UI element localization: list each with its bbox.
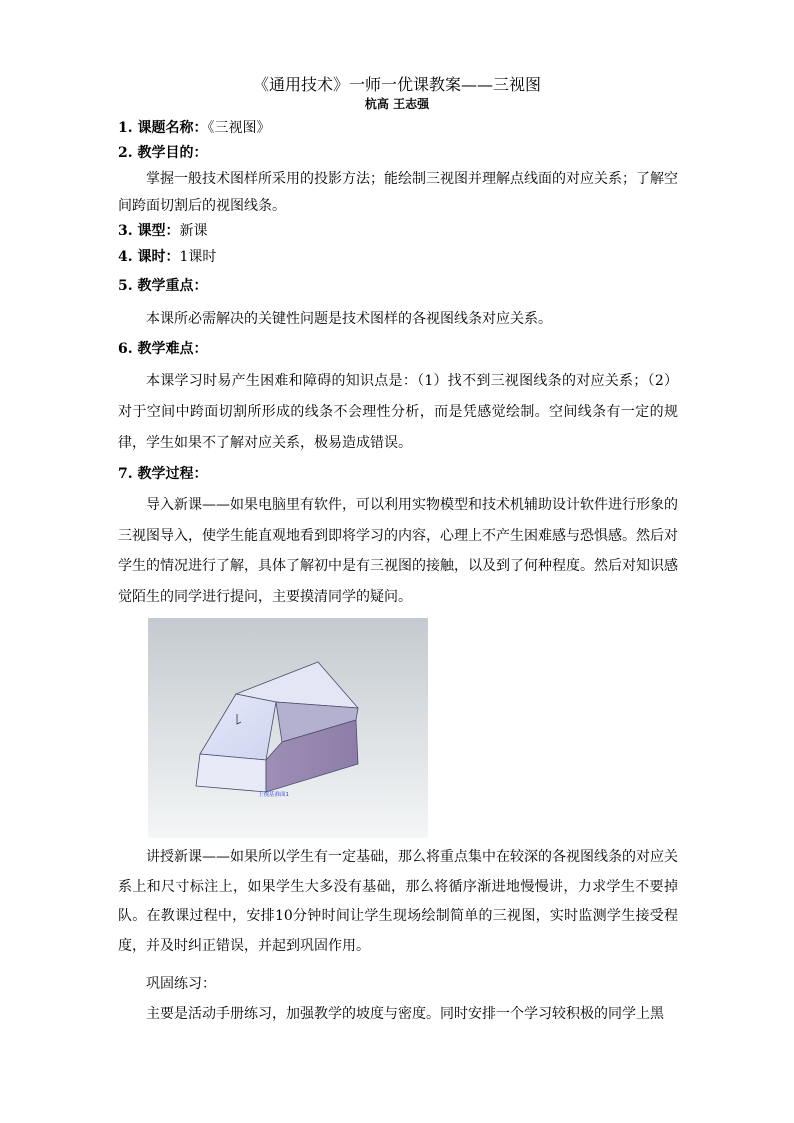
item-hours-label: 4. 课时： — [118, 249, 180, 265]
item-key-point — [118, 276, 678, 296]
cad-model-figure — [148, 618, 428, 838]
item-type-value: 新课 — [179, 223, 208, 239]
item-topic-value: 《三视图》 — [207, 120, 271, 136]
item-topic — [118, 118, 678, 138]
practice-title: 巩固练习： — [146, 976, 216, 992]
item-type-label: 3. 课型： — [118, 223, 180, 239]
item-purpose — [118, 143, 678, 163]
teach-paragraph: 讲授新课——如果所以学生有一定基础，那么将重点集中在较深的各视图线条的对应关系上和尺寸标注上，如果学生大多没有基础，那么将循序渐进地慢慢讲，力求学生不要掉队。在教课过程中，安排10分钟时间让学生现场绘制简单的三视图，实时监测学生接受程度，并及时纠正错误，并起到巩固作用。 — [118, 849, 678, 954]
difficulty-paragraph: 本课学习时易产生困难和障碍的知识点是：（1）找不到三视图线条的对应关系；（2）对于空间中跨面切割所形成的线条不会理性分析，而是凭感觉绘制。空间线条有一定的规律，学生如果不了解对应关系，极易造成错误。 — [118, 373, 678, 451]
item-topic-label: 1. 课题名称： — [118, 120, 208, 136]
figure-plane-label: 上视基准面1 — [258, 792, 289, 798]
item-process — [118, 464, 678, 484]
item-type — [118, 221, 678, 241]
item-difficulty — [118, 339, 678, 359]
document-author: 杭高 王志强 — [364, 97, 430, 111]
purpose-paragraph: 掌握一般技术图样所采用的投影方法；能绘制三视图并理解点线面的对应关系；了解空间跨面切割后的视图线条。 — [118, 171, 678, 214]
model-front-face — [196, 754, 266, 792]
item-hours — [118, 247, 678, 267]
item-key-point-label: 5. 教学重点： — [118, 278, 208, 294]
item-process-label: 7. 教学过程： — [118, 466, 208, 482]
item-hours-value: 1课时 — [179, 249, 217, 265]
practice-paragraph: 主要是活动手册练习，加强教学的坡度与密度。同时安排一个学习较积极的同学上黑 — [146, 1006, 664, 1022]
process-paragraph: 导入新课——如果电脑里有软件，可以利用实物模型和技术机辅助设计软件进行形象的三视图导入，使学生能直观地看到即将学习的内容，心理上不产生困难感与恐惧感。然后对学生的情况进行了解，具体了解初中是有三视图的接触，以及到了何种程度。然后对知识感觉陌生的同学进行提问，主要摸清同学的疑问。 — [118, 497, 678, 605]
document-title: 《通用技术》一师一优课教案——三视图 — [252, 75, 541, 94]
item-difficulty-label: 6. 教学难点： — [118, 341, 208, 357]
key-point-paragraph: 本课所必需解决的关键性问题是技术图样的各视图线条对应关系。 — [146, 311, 552, 327]
cad-model-image — [148, 618, 428, 838]
item-purpose-label: 2. 教学目的： — [118, 145, 208, 161]
